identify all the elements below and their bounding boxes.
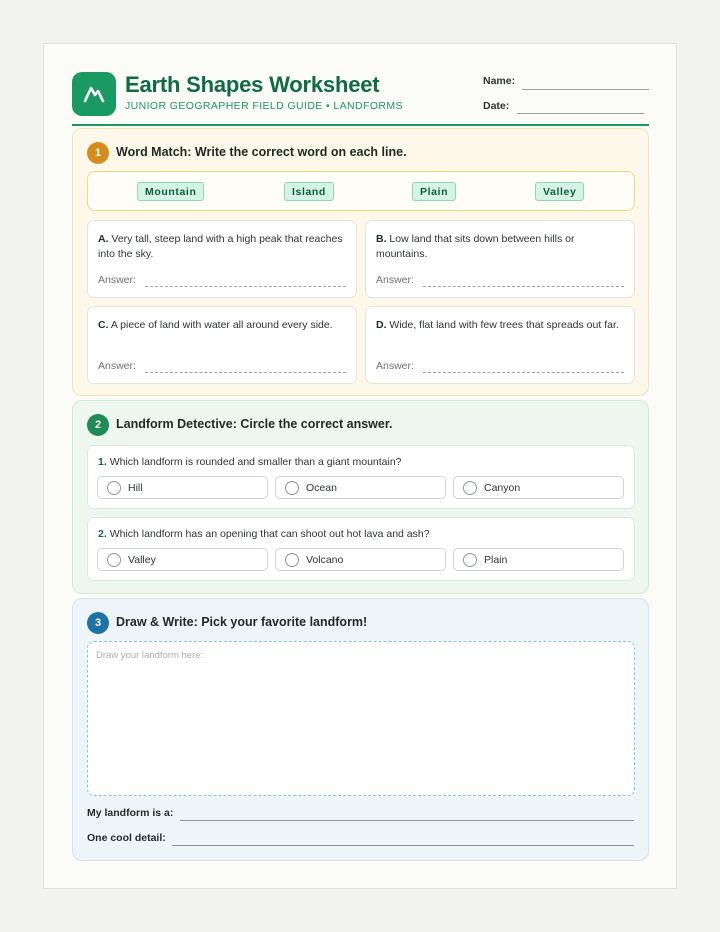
question-card-1 [87, 445, 635, 509]
answer-line[interactable] [423, 286, 624, 287]
drawing-placeholder: Draw your landform here: [96, 650, 204, 661]
section-title: Landform Detective: Circle the correct answer. [116, 417, 393, 431]
radio-circle-icon[interactable] [107, 481, 121, 495]
word-match-section [72, 128, 649, 396]
answer-option[interactable] [275, 476, 446, 499]
word-chip: Island [284, 182, 334, 201]
worksheet-subtitle: JUNIOR GEOGRAPHER FIELD GUIDE • LANDFORMS [125, 100, 403, 112]
landform-detective-section [72, 400, 649, 594]
word-bank [87, 171, 635, 211]
answer-option[interactable] [453, 476, 624, 499]
question-card-2 [87, 517, 635, 581]
answer-option[interactable] [97, 548, 268, 571]
drawing-area[interactable] [87, 641, 635, 796]
answer-line[interactable] [423, 372, 624, 373]
section-number-badge: 3 [87, 612, 109, 634]
match-item-b [365, 220, 635, 298]
word-chip: Plain [412, 182, 456, 201]
worksheet-title: Earth Shapes Worksheet [125, 72, 380, 97]
name-label: Name: [483, 75, 516, 87]
answer-line[interactable] [145, 372, 346, 373]
word-chip: Valley [535, 182, 584, 201]
radio-circle-icon[interactable] [463, 553, 477, 567]
radio-circle-icon[interactable] [107, 553, 121, 567]
section-title: Word Match: Write the correct word on each line. [116, 145, 407, 159]
item-description: A piece of land with water all around every side. [110, 319, 333, 331]
date-label: Date: [483, 100, 510, 112]
cool-detail-label: One cool detail: [87, 832, 166, 844]
cool-detail-line[interactable] [172, 845, 634, 846]
answer-label: Answer: [98, 360, 136, 372]
landform-name-line[interactable] [180, 820, 634, 821]
item-letter: C. [98, 319, 109, 331]
item-description: Wide, flat land with few trees that spreads out far. [389, 319, 619, 331]
match-item-a [87, 220, 357, 298]
item-description: Very tall, steep land with a high peak that reaches into the sky. [98, 233, 343, 260]
header-divider [72, 124, 649, 126]
landform-name-label: My landform is a: [87, 807, 174, 819]
name-field[interactable] [522, 89, 649, 90]
item-description: Low land that sits down between hills or mountains. [376, 233, 575, 260]
option-label: Plain [484, 554, 508, 566]
question-number: 2. [98, 528, 107, 540]
answer-line[interactable] [145, 286, 346, 287]
answer-option[interactable] [97, 476, 268, 499]
radio-circle-icon[interactable] [285, 481, 299, 495]
answer-option[interactable] [453, 548, 624, 571]
option-label: Hill [128, 482, 143, 494]
worksheet-page [43, 43, 677, 889]
draw-and-write-section [72, 598, 649, 861]
answer-label: Answer: [98, 274, 136, 286]
word-chip: Mountain [137, 182, 204, 201]
option-label: Valley [128, 554, 156, 566]
radio-circle-icon[interactable] [285, 553, 299, 567]
item-letter: D. [376, 319, 387, 331]
item-letter: A. [98, 233, 109, 245]
item-letter: B. [376, 233, 387, 245]
mountain-icon [72, 72, 116, 116]
answer-label: Answer: [376, 274, 414, 286]
match-item-c [87, 306, 357, 384]
date-field[interactable] [517, 113, 644, 114]
option-label: Volcano [306, 554, 344, 566]
answer-option[interactable] [275, 548, 446, 571]
radio-circle-icon[interactable] [463, 481, 477, 495]
answer-label: Answer: [376, 360, 414, 372]
option-label: Canyon [484, 482, 521, 494]
question-text: Which landform is rounded and smaller than a giant mountain? [109, 456, 402, 468]
question-text: Which landform has an opening that can shoot out hot lava and ash? [109, 528, 430, 540]
section-number-badge: 1 [87, 142, 109, 164]
question-number: 1. [98, 456, 107, 468]
match-item-d [365, 306, 635, 384]
option-label: Ocean [306, 482, 337, 494]
section-number-badge: 2 [87, 414, 109, 436]
section-title: Draw & Write: Pick your favorite landform! [116, 615, 368, 629]
